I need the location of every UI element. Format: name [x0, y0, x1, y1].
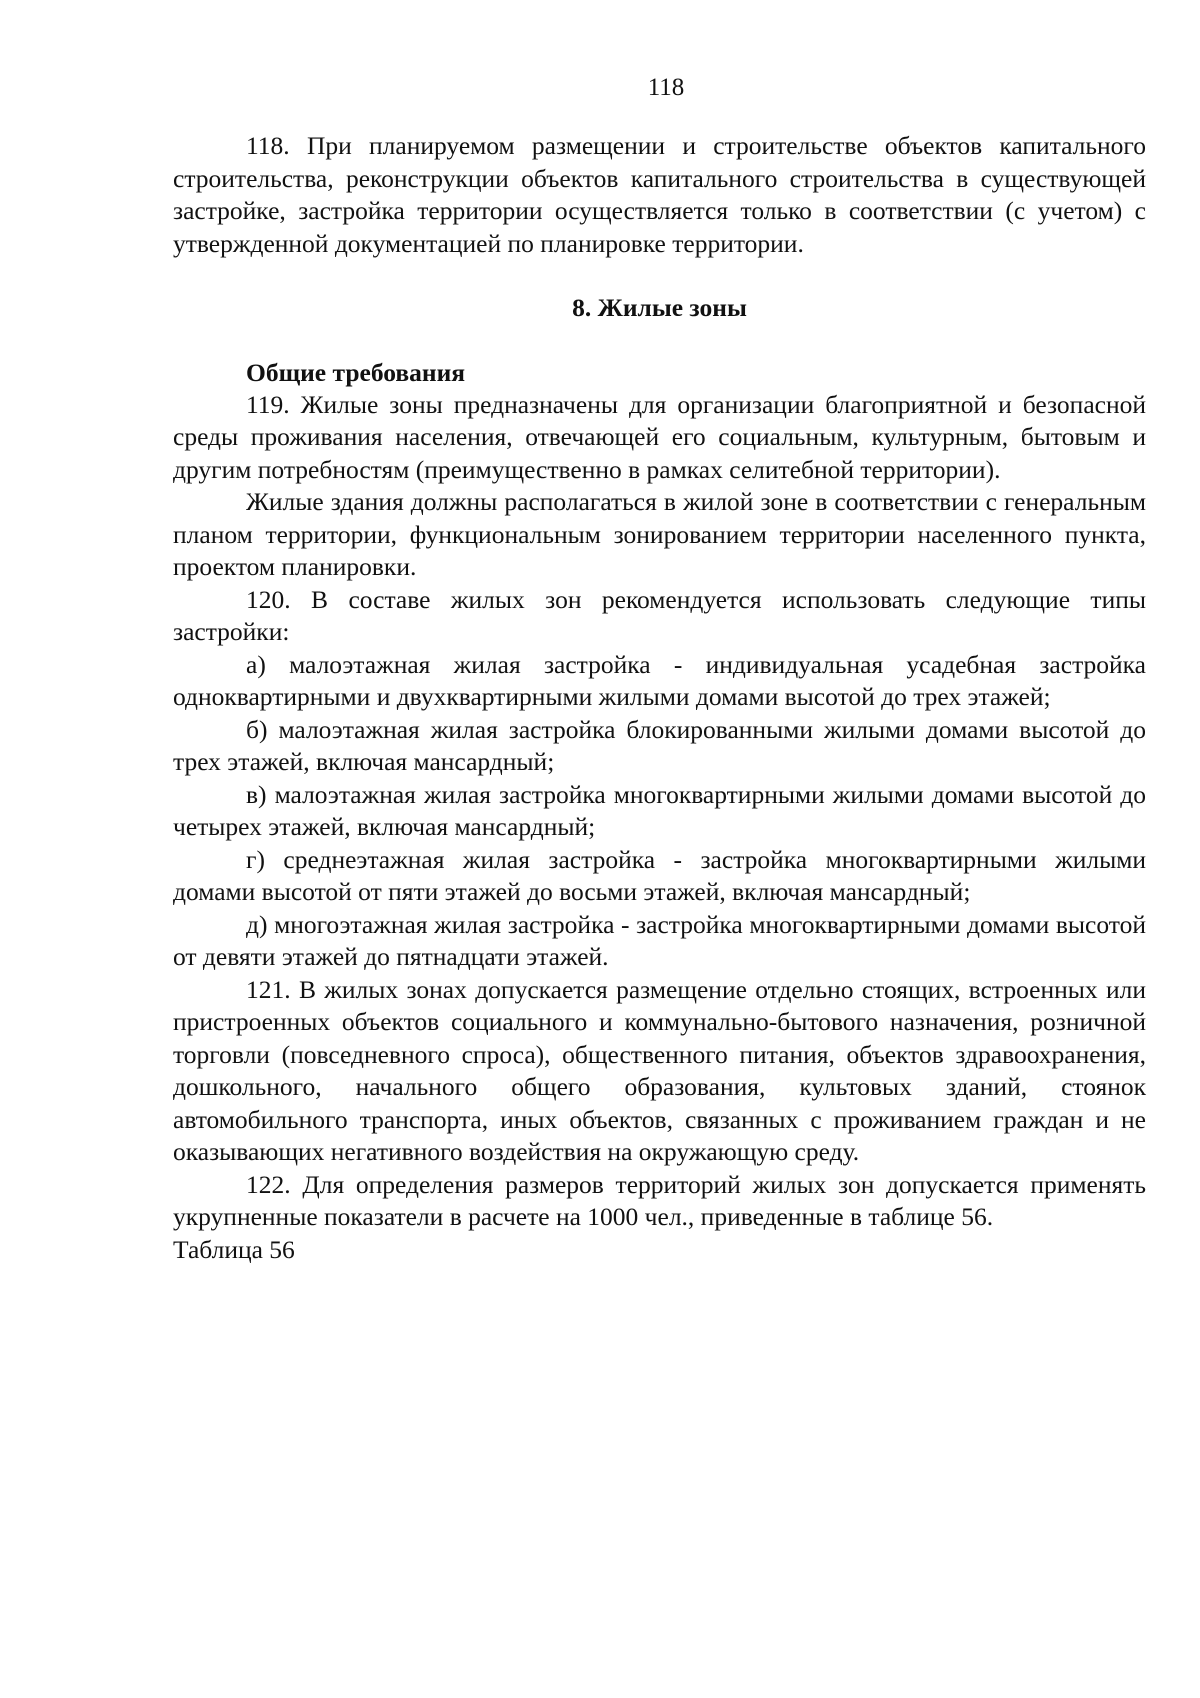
section-title: 8. Жилые зоны — [572, 293, 747, 322]
list-item-a: а) малоэтажная жилая застройка - индивидуальная усадебная застройка одноквартирными и двухквартирными жилыми домами высотой до трех этажей; — [173, 649, 1146, 711]
page-number: 118 — [647, 74, 685, 101]
table-caption: Таблица 56 — [173, 1234, 295, 1264]
list-item-d: д) многоэтажная жилая застройка - застройка многоквартирными домами высотой от девяти этажей до пятнадцати этажей. — [173, 909, 1146, 971]
paragraph-119: 119. Жилые зоны предназначены для организации благоприятной и безопасной среды проживания населения, отвечающей его социальным, культурным, бытовым и другим потребностям (преимущественно в рамках селитебной территории). — [173, 389, 1146, 484]
paragraph-118: 118. При планируемом размещении и строительстве объектов капитального строительства, реконструкции объектов капитального строительства в существующей застройке, застройка территории осуществляется только в соответствии (с учетом) с утвержденной документацией по планировке территории. — [173, 131, 1146, 258]
list-item-b: б) малоэтажная жилая застройка блокированными жилыми домами высотой до трех этажей, включая мансардный; — [173, 714, 1146, 776]
paragraph-120: 120. В составе жилых зон рекомендуется использовать следующие типы застройки: — [173, 584, 1146, 646]
paragraph-residential-buildings: Жилые здания должны располагаться в жилой зоне в соответствии с генеральным планом территории, функциональным зонированием территории населенного пункта, проектом планировки. — [173, 487, 1146, 581]
list-item-g: г) среднеэтажная жилая застройка - застройка многоквартирными жилыми домами высотой от пяти этажей до восьми этажей, включая мансардный; — [173, 844, 1146, 906]
document-body — [173, 130, 1146, 1266]
paragraph-122: 122. Для определения размеров территорий жилых зон допускается применять укрупненные показатели в расчете на 1000 чел., приведенные в таблице 56. — [173, 1169, 1146, 1231]
subsection-title: Общие требования — [246, 357, 466, 387]
list-item-v: в) малоэтажная жилая застройка многоквартирными жилыми домами высотой до четырех этажей, включая мансардный; — [173, 779, 1146, 841]
paragraph-121: 121. В жилых зонах допускается размещение отдельно стоящих, встроенных или пристроенных объектов социального и коммунально-бытового назначения, розничной торговли (повседневного спроса), общественного питания, объектов здравоохранения, дошкольного, начального общего образования, культовых зданий, стоянок автомобильного транспорта, иных объектов, связанных с проживанием граждан и не оказывающих негативного воздействия на окружающую среду. — [173, 974, 1146, 1166]
